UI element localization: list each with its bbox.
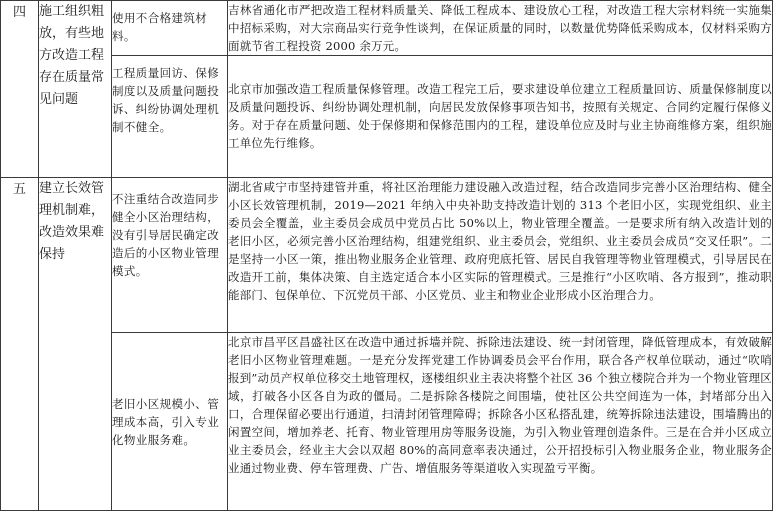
sub-issue-cell: 工程质量回访、保修制度以及质量问题投诉、纠纷协调处理机制不健全。	[112, 56, 228, 178]
issue-cell: 施工组织粗放，有些地方改造工程存在质量常见问题	[39, 1, 112, 178]
row-number: 五	[1, 178, 39, 511]
practice-cell: 吉林省通化市严把改造工程材料质量关、降低工程成本、建设放心工程，对改造工程大宗材料统一实施集中招标采购，对大宗商品实行竞争性谈判，在保证质量的同时，以数量优势降低采购成本，仅材料采购方面就节省工程投资 2000 余万元。	[228, 1, 773, 56]
practice-cell: 湖北省咸宁市坚持建管并重，将社区治理能力建设融入改造过程，结合改造同步完善小区治理结构、健全小区长效管理机制，2019—2021 年纳入中央补助支持改造计划的 313 个老旧小区，实现党组织、业主委员会全覆盖，业主委员会成员中党员占比 50%以上，物业管理全覆盖。一是要求所有纳入改造计划的老旧小区，必须完善小区治理结构，组建党组织、业主委员会，党组织、业主委员会成员“交叉任职”。二是坚持一小区一策，推出物业服务企业管理、政府兜底托管、居民自我管理等物业管理模式，引导居民在改造开工前，集体决策、自主选定适合本小区实际的管理模式。三是推行“小区吹哨、各方报到”，推动职能部门、包保单位、下沉党员干部、小区党员、业主和物业企业形成小区治理合力。	[228, 178, 773, 333]
table-row	[1, 178, 773, 333]
row-number: 四	[1, 1, 39, 178]
table-row	[1, 56, 773, 178]
table-row	[1, 1, 773, 56]
sub-issue-cell: 老旧小区规模小、管理成本高，引入专业化物业服务难。	[112, 333, 228, 511]
practice-cell: 北京市昌平区昌盛社区在改造中通过拆墙并院、拆除违法建设、统一封闭管理，降低管理成本，有效破解老旧小区物业管理难题。一是充分发挥党建工作协调委员会平台作用，联合各产权单位联动，通过“吹哨报到”动员产权单位移交土地管理权，逐楼组织业主表决将整个社区 36 个独立楼院合并为一个物业管理区域，打破各小区各自为政的僵局。二是拆除各楼院之间围墙，使社区公共空间连为一体，封堵部分出入口，合理保留必要出行通道，扫清封闭管理障碍；拆除各小区私搭乱建，统筹拆除违法建设，围墙腾出的闲置空间，增加养老、托育、物业管理用房等服务设施，为引入物业管理创造条件。三是在合并小区成立业主委员会，经业主大会以双超 80%的高同意率表决通过，公开招投标引入物业服务企业，物业服务企业通过物业费、停车管理费、广告、增值服务等渠道收入实现盈亏平衡。	[228, 333, 773, 511]
issue-cell: 建立长效管理机制难，改造效果难保持	[39, 178, 112, 511]
practice-cell: 北京市加强改造工程质量保修管理。改造工程完工后，要求建设单位建立工程质量回访、质量保修制度以及质量问题投诉、纠纷协调处理机制，向居民发放保修事项告知书，按照有关规定、合同约定履行保修义务。对于存在质量问题、处于保修期和保修范围内的工程，建设单位应及时与业主协商维修方案，组织施工单位先行维修。	[228, 56, 773, 178]
sub-issue-cell: 使用不合格建筑材料。	[112, 1, 228, 56]
table-row	[1, 333, 773, 511]
sub-issue-cell: 不注重结合改造同步健全小区治理结构，没有引导居民确定改造后的小区物业管理模式。	[112, 178, 228, 333]
